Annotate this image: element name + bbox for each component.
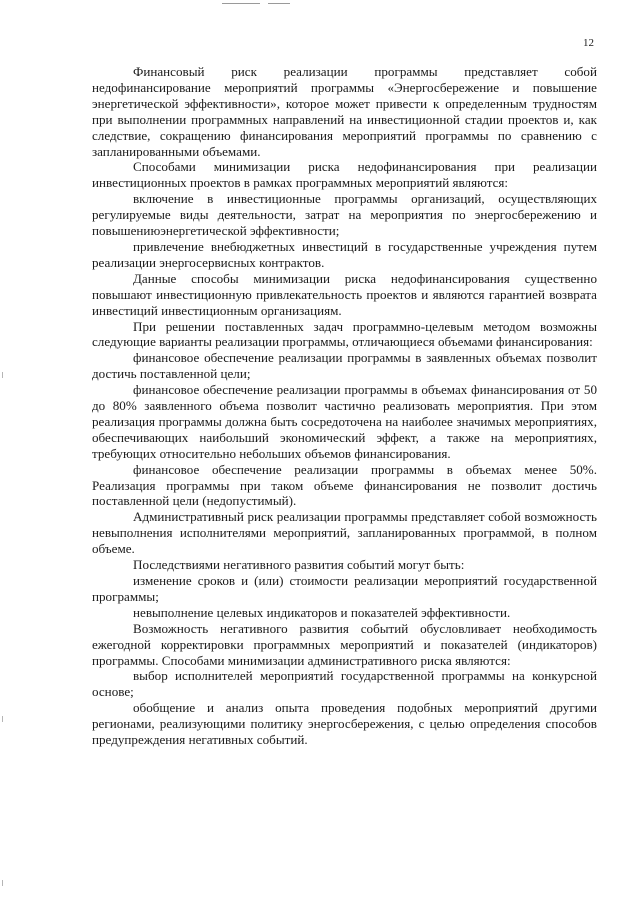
paragraph-option-partial: финансовое обеспечение реализации программы в объемах финансирования от 50 до 80% заявленного объема позволит частично реализовать мероприятия. При этом реализация программы должна быть сосредоточена на наиболее значимых мероприятиях, обеспечивающих наибольший экономический эффект, а также на мероприятиях, требующих относительно небольших объемов финансирования. xyxy=(92,382,597,461)
paragraph-investment-programs: включение в инвестиционные программы организаций, осуществляющих регулируемые виды деятельности, затрат на мероприятия по энергосбережению и повышениюэнергетической эффективности; xyxy=(92,191,597,239)
margin-mark xyxy=(2,372,3,378)
paragraph-financial-risk: Финансовый риск реализации программы представляет собой недофинансирование мероприятий программы «Энергосбережение и повышение энергетической эффективности», которое может привести к определенным трудностям при выполнении программных направлений на инвестиционной стадии проектов и, как следствие, сокращению финансирования мероприятий программы по сравнению с запланированными объемами. xyxy=(92,64,597,159)
page-number: 12 xyxy=(583,37,594,49)
top-rule-left xyxy=(222,3,260,4)
paragraph-minimization-methods: Способами минимизации риска недофинансирования при реализации инвестиционных проектов в рамках программных мероприятий являются: xyxy=(92,159,597,191)
paragraph-indicators: невыполнение целевых индикаторов и показателей эффективности. xyxy=(133,604,511,620)
margin-mark xyxy=(2,716,3,722)
body-text xyxy=(92,64,597,748)
paragraph-cost-change: изменение сроков и (или) стоимости реализации мероприятий государственной программы; xyxy=(92,573,597,604)
margin-mark xyxy=(2,880,3,886)
paragraph-consequences: Последствиями негативного развития событий могут быть: xyxy=(133,557,465,573)
top-rule-right xyxy=(268,3,290,4)
paragraph-attractiveness: Данные способы минимизации риска недофинансирования существенно повышают инвестиционную привлекательность проектов и являются гарантией возврата инвестиций инвестиционным организациям. xyxy=(92,270,597,318)
paragraph-implementation-options: При решении поставленных задач программно-целевым методом возможны следующие варианты реализации программы, отличающиеся объемами финансирования: xyxy=(92,318,597,350)
paragraph-experience-analysis: обобщение и анализ опыта проведения подобных мероприятий другими регионами, реализующими политику энергосбережения, с целью определения способов предупреждения негативных событий. xyxy=(92,700,597,748)
paragraph-option-full: финансовое обеспечение реализации программы в заявленных объемах позволит достичь поставленной цели; xyxy=(92,350,597,382)
paragraph-contractor-selection: выбор исполнителей мероприятий государственной программы на конкурсной основе; xyxy=(92,668,597,700)
paragraph-adjustment-need: Возможность негативного развития событий обусловливает необходимость ежегодной корректировки программных мероприятий и показателей (индикаторов) программы. Способами минимизации административного риска являются: xyxy=(92,620,597,668)
paragraph-option-insufficient: финансовое обеспечение реализации программы в объемах менее 50%. Реализация программы при таком объеме финансирования не позволит достичь поставленной цели (недопустимый). xyxy=(92,461,597,509)
paragraph-administrative-risk: Административный риск реализации программы представляет собой возможность невыполнения исполнителями мероприятий, запланированных программой, в полном объеме. xyxy=(92,509,597,557)
paragraph-extrabudgetary-investments: привлечение внебюджетных инвестиций в государственные учреждения путем реализации энергосервисных контрактов. xyxy=(92,238,597,270)
